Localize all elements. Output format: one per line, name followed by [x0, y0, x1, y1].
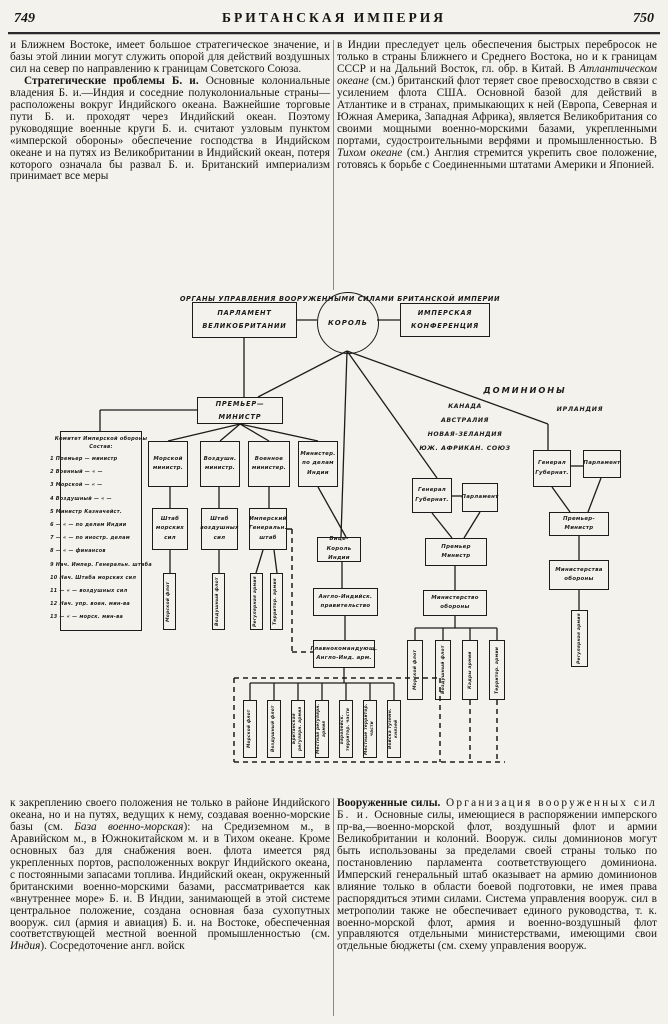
- node-regular-army: Регулярная армия: [250, 573, 263, 630]
- list-item: 10 Нач. Штаба морских сил: [50, 574, 137, 581]
- node-canada-governor-general: Генерал Губернат.: [412, 478, 452, 513]
- node-canada-parliament: Парламент: [462, 483, 498, 512]
- page-title: БРИТАНСКАЯ ИМПЕРИЯ: [222, 10, 446, 25]
- paragraph: Вооруженные силы. Организация вооруженных сил Б. и. Основные силы, имеющиеся в распоряжении имперского пр-ва,—военно-морской флот, воздушный флот и армии Великобритании и колоний. Вооруж. силы доминионов могут быть использованы за пределами своей страны только по постановлению парламента соответствующего доминиона. Имперский генеральный штаб оказывает на армию доминионов влияние только в области боевой подготовки, не имея права распорядиться этими силами. Система управления вооруж. сил в метрополии также не обеспечивает единого руководства, т. к. военно-морской флот, армия и военно-воздушный флот управляются отдельными министерствами, имеющими свои отдельные бюджеты (см. схему управления вооруж.: [337, 798, 657, 953]
- node-war-minister: Военное министер.: [248, 441, 290, 487]
- list-item: 1 Премьер — министр: [50, 456, 118, 462]
- node-parliament-gb: ПАРЛАМЕНТ ВЕЛИКОБРИТАНИИ: [192, 302, 297, 338]
- text-section-bottom: [10, 798, 658, 1016]
- node-dominion-air: Воздушный флот: [435, 640, 451, 700]
- node-air-staff: Штаб воздушных сил: [201, 508, 238, 550]
- column-divider: [333, 798, 334, 1016]
- list-item: 5 Министр Казначейст.: [50, 508, 123, 515]
- node-ireland-governor-general: Генерал Губернат.: [533, 450, 571, 487]
- node-india-native-princes-troops: Войска туземн. князей: [387, 700, 401, 758]
- page-number-right: 750: [632, 11, 654, 26]
- list-item: 2 Военный — « —: [50, 469, 103, 476]
- list-item: КАНАДА: [448, 403, 482, 410]
- diagram-title: ОРГАНЫ УПРАВЛЕНИЯ ВООРУЖЕННЫМИ СИЛАМИ БРИТАНСКОЙ ИМПЕРИИ: [179, 295, 501, 303]
- column-left-top: [10, 40, 330, 290]
- paragraph: в Индии преследует цель обеспечения быстрых перебросок не только в страны Ближнего и Среднего Востока, но и к границам СССР и на Дальний Восток, гл. обр. в Китай. В Атлантическом океане (см.) британский флот теряет свое превосходство в связи с усилением флота США. Основной базой для действий в Атлантике и в странах, примыкающих к ней (Европа, Северная и Южная Америка, Западная Африка), является Великобритания со своими мощными военно-морскими базами, укрепленными портами, судостроительными верфями и промышленностью. В Тихом океане (см.) Англия стремится укрепить свое положение, готовясь к борьбе с Соединенными штатами Америки и Японией.: [337, 40, 658, 171]
- list-item: 4 Воздушный — « —: [50, 495, 112, 502]
- column-left-bottom: [10, 798, 330, 1016]
- paragraph: и Ближнем Востоке, имеет большое стратегическое значение, и базы этой линии могут служить опорой для действий воздушных сил на север по направлению к границам Советского Союза.: [10, 40, 330, 75]
- node-dominion-army-cadres: Кадры армии: [462, 640, 478, 700]
- node-territorial-army: Территор. армия: [270, 573, 283, 630]
- node-imperial-general-staff: Имперский Генеральн. штаб: [249, 508, 287, 550]
- list-item: 13 — « — морск. мин-ва: [50, 614, 124, 621]
- node-india-british-regular-army: Британская регулярн. армия: [291, 700, 305, 758]
- ireland-label: ИРЛАНДИЯ: [556, 406, 604, 413]
- node-india-local-regular-army: Местная регулярн. армия: [315, 700, 329, 758]
- list-item: 7 — « — по иностр. делам: [50, 535, 130, 542]
- text-section-top: [10, 40, 658, 290]
- paragraph: Стратегические проблемы Б. и. Основные колониальные владения Б. и.—Индия и соседние полуколониальные страны—расположены вокруг Индийского океана. Важнейшие торговые пути Б. и. проходят через Индийский океан. Поэтому руководящие военные круги Б. и. считают узловым пунктом «имперской обороны» обеспечение господства в Индийском океане и на путях из Великобритании в Индийский океан, потеря которого означала бы развал Б. и. Британский империализм принимает все меры: [10, 74, 330, 183]
- list-item: АВСТРАЛИЯ: [440, 417, 490, 424]
- committee-title: Комитет Имперской обороны: [54, 436, 148, 442]
- node-king: КОРОЛЬ: [317, 292, 379, 354]
- page-header: [14, 10, 654, 30]
- list-item: НОВАЯ-ЗЕЛАНДИЯ: [427, 431, 503, 438]
- node-imperial-conference: ИМПЕРСКАЯ КОНФЕРЕНЦИЯ: [400, 303, 490, 337]
- page-number-left: 749: [14, 11, 35, 26]
- node-india-local-territorial: Местные территор. части: [363, 700, 377, 758]
- node-india-european-territorial: Европейск. территор. части: [339, 700, 353, 758]
- node-prime-minister: ПРЕМЬЕР— МИНИСТР: [197, 397, 283, 424]
- list-item: 11 — « — воздушных сил: [50, 588, 128, 595]
- node-air-fleet: Воздушный флот: [212, 573, 225, 630]
- node-viceroy-india: Вице-Король Индии: [317, 537, 361, 562]
- node-naval-staff: Штаб морских сил: [152, 508, 188, 550]
- column-right-top: [337, 40, 657, 290]
- node-india-navy: Морской флот: [243, 700, 257, 758]
- node-commander-in-chief-india: Главнокомандующ. Англо-Инд. арм.: [313, 640, 375, 668]
- node-air-minister: Воздушн. министр.: [200, 441, 240, 487]
- node-navy-fleet: Морской флот: [163, 573, 176, 630]
- node-imperial-defence-committee: [50, 431, 152, 631]
- node-anglo-indian-government: Англо-Индийск. правительство: [313, 588, 378, 616]
- node-dominion-territorial-army: Территор. армии: [489, 640, 505, 700]
- column-divider: [333, 40, 334, 290]
- dominions-label: ДОМИНИОНЫ: [483, 385, 567, 395]
- list-item: 6 — « — по делам Индии: [50, 522, 127, 529]
- node-ireland-parliament: Парламент: [583, 450, 621, 478]
- committee-members-list: [50, 453, 152, 625]
- list-item: 9 Нач. Импер. Генеральн. штаба: [50, 561, 152, 568]
- node-dominion-navy: Морской флот: [407, 640, 423, 700]
- committee-subtitle: Состав:: [89, 443, 113, 450]
- node-ireland-defence-ministry: Министерства обороны: [549, 560, 609, 590]
- node-india-air: Воздушный флот: [267, 700, 281, 758]
- list-item: ЮЖ. АФРИКАН. СОЮЗ: [419, 445, 511, 452]
- list-item: 8 — « — финансов: [50, 548, 106, 555]
- node-canada-prime-minister: Премьер Министр: [425, 538, 487, 566]
- node-ireland-regular-army: Регулярная армия: [571, 610, 588, 667]
- header-rule: [8, 32, 660, 34]
- node-ireland-prime-minister: Премьер- Министр: [549, 512, 609, 536]
- dominion-names: [415, 400, 515, 456]
- node-india-minister: Министер. по делам Индии: [298, 441, 338, 487]
- node-canada-defence-ministry: Министерство обороны: [423, 590, 487, 616]
- org-chart: [0, 290, 668, 798]
- paragraph: к закреплению своего положения не только в районе Индийского океана, но и на путях, ведущих к нему, создавая военно-морские базы (см. База военно-морская): на Средиземном м., в Аравийском м., в Южнокитайском м. и в Тихом океане. Кроме основных баз для снабжения воен. флота имеется ряд укрепленных портов, расположенных вокруг Индийского океана, с постоянными запасами топлива. Индийский океан, окруженный британскими военно-морскими базами, рассматривается как «внутреннее море» Б. и. В Индии, занимающей в этой системе центральное положение, создана основная база сухопутных вооруж. сил (армия и авиация) Б. и. на Востоке, обеспеченная соответствующей местной военной промышленностью (см. Индия). Сосредоточение англ. войск: [10, 798, 331, 953]
- column-right-bottom: [337, 798, 657, 1016]
- list-item: 3 Морской — « —: [50, 482, 103, 489]
- list-item: 12 Нач. упр. воен. мин-ва: [50, 601, 130, 608]
- node-navy-minister: Морской министр.: [148, 441, 188, 487]
